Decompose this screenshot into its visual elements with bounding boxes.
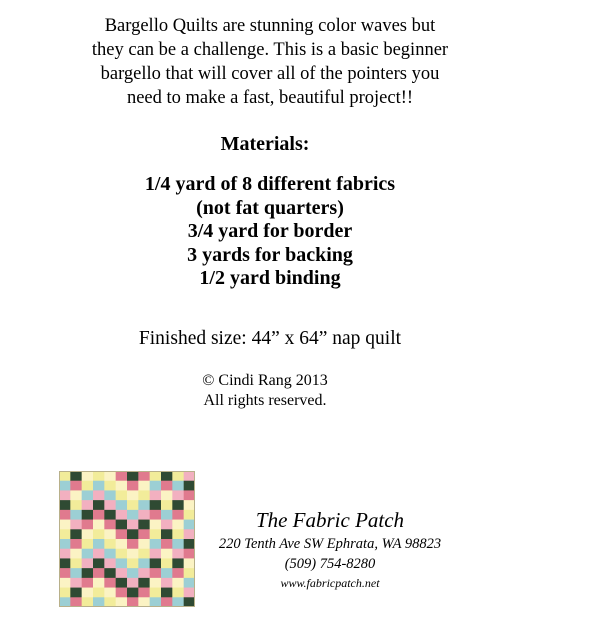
quilt-patch — [138, 588, 150, 598]
quilt-patch — [184, 481, 195, 491]
quilt-patch — [116, 549, 128, 559]
quilt-patch — [127, 471, 139, 481]
quilt-patch — [116, 529, 128, 539]
quilt-patch — [184, 549, 195, 559]
quilt-patch — [82, 471, 94, 481]
quilt-patch — [161, 568, 173, 578]
quilt-patch — [104, 568, 116, 578]
quilt-patch — [150, 568, 162, 578]
quilt-patch — [82, 529, 94, 539]
quilt-patch — [172, 578, 184, 588]
quilt-patch — [138, 558, 150, 568]
quilt-patch — [59, 588, 71, 598]
quilt-patch — [70, 578, 82, 588]
materials-item: 1/2 yard binding — [199, 267, 341, 289]
quilt-patch — [172, 549, 184, 559]
quilt-patch — [161, 597, 173, 607]
quilt-patch — [59, 558, 71, 568]
quilt-patch — [161, 481, 173, 491]
quilt-patch — [59, 490, 71, 500]
quilt-patch — [116, 500, 128, 510]
quilt-patch — [127, 520, 139, 530]
quilt-patch — [82, 558, 94, 568]
quilt-patch — [104, 558, 116, 568]
quilt-patch — [184, 558, 195, 568]
quilt-patch — [93, 558, 105, 568]
quilt-patch — [138, 481, 150, 491]
quilt-patch — [93, 539, 105, 549]
quilt-patch — [184, 588, 195, 598]
quilt-patch — [150, 539, 162, 549]
quilt-patch — [127, 510, 139, 520]
materials-item: 3/4 yard for border — [187, 220, 353, 242]
quilt-patch — [161, 500, 173, 510]
quilt-patch — [93, 588, 105, 598]
quilt-patch — [172, 597, 184, 607]
quilt-patch — [172, 568, 184, 578]
quilt-patch — [70, 481, 82, 491]
quilt-patch — [59, 481, 71, 491]
quilt-patch — [82, 539, 94, 549]
quilt-patch — [116, 481, 128, 491]
quilt-patch — [184, 500, 195, 510]
quilt-patch — [127, 539, 139, 549]
quilt-patch — [127, 578, 139, 588]
quilt-patch — [70, 490, 82, 500]
quilt-patch — [184, 490, 195, 500]
quilt-patch — [172, 520, 184, 530]
quilt-patch — [138, 471, 150, 481]
quilt-patch — [59, 520, 71, 530]
copyright-notice — [160, 371, 370, 411]
quilt-patch — [70, 597, 82, 607]
quilt-patch — [184, 510, 195, 520]
quilt-patch — [138, 529, 150, 539]
quilt-patch — [70, 588, 82, 598]
quilt-patch — [127, 549, 139, 559]
materials-heading: Materials: — [220, 133, 310, 155]
quilt-patch — [127, 500, 139, 510]
quilt-patch — [93, 578, 105, 588]
quilt-patch — [93, 529, 105, 539]
quilt-patch — [116, 588, 128, 598]
quilt-patch — [172, 490, 184, 500]
quilt-patch — [104, 520, 116, 530]
quilt-patch — [70, 510, 82, 520]
quilt-patch — [138, 578, 150, 588]
intro-paragraph — [40, 14, 500, 110]
quilt-patch — [70, 539, 82, 549]
quilt-patch — [59, 539, 71, 549]
quilt-patch — [104, 471, 116, 481]
quilt-patch — [116, 471, 128, 481]
quilt-patch — [138, 510, 150, 520]
intro-line: bargello that will cover all of the pointers you — [100, 64, 440, 84]
quilt-patch — [161, 471, 173, 481]
quilt-patch — [172, 471, 184, 481]
shop-info — [195, 506, 465, 592]
quilt-patch — [161, 529, 173, 539]
quilt-patch — [104, 481, 116, 491]
quilt-patch — [127, 529, 139, 539]
quilt-patch — [138, 568, 150, 578]
quilt-patch — [82, 549, 94, 559]
quilt-patch — [104, 500, 116, 510]
quilt-patch — [172, 529, 184, 539]
quilt-patch — [172, 558, 184, 568]
quilt-patch — [161, 549, 173, 559]
quilt-patch — [82, 510, 94, 520]
shop-phone: (509) 754-8280 — [284, 556, 376, 572]
quilt-patch — [172, 539, 184, 549]
quilt-patch — [59, 510, 71, 520]
quilt-patch — [116, 578, 128, 588]
quilt-patch — [59, 568, 71, 578]
quilt-patch — [172, 510, 184, 520]
quilt-patch — [184, 529, 195, 539]
quilt-patch — [127, 568, 139, 578]
quilt-patch — [184, 471, 195, 481]
quilt-patch — [161, 558, 173, 568]
quilt-patch — [184, 539, 195, 549]
quilt-patch — [70, 500, 82, 510]
quilt-patch — [184, 597, 195, 607]
quilt-patch — [93, 500, 105, 510]
quilt-patch — [59, 597, 71, 607]
quilt-patch — [150, 500, 162, 510]
quilt-patch — [116, 597, 128, 607]
quilt-patch — [93, 490, 105, 500]
copyright-line: © Cindi Rang 2013 — [202, 372, 328, 389]
quilt-patch — [150, 597, 162, 607]
quilt-patch — [104, 588, 116, 598]
quilt-patch — [59, 549, 71, 559]
quilt-patch — [59, 578, 71, 588]
quilt-patch — [150, 558, 162, 568]
quilt-patch — [70, 529, 82, 539]
quilt-patch — [116, 490, 128, 500]
quilt-patch — [93, 510, 105, 520]
quilt-patch — [161, 588, 173, 598]
materials-list — [80, 173, 460, 291]
quilt-patch — [82, 481, 94, 491]
quilt-patch — [138, 500, 150, 510]
quilt-patch — [116, 520, 128, 530]
quilt-patch — [127, 597, 139, 607]
intro-line: need to make a fast, beautiful project!! — [126, 88, 414, 108]
quilt-patch — [172, 588, 184, 598]
quilt-patch — [93, 597, 105, 607]
quilt-patch — [138, 597, 150, 607]
intro-line: they can be a challenge. This is a basic beginner — [91, 40, 449, 60]
quilt-patch — [104, 578, 116, 588]
quilt-patch — [161, 490, 173, 500]
quilt-patch — [138, 490, 150, 500]
quilt-patch — [93, 520, 105, 530]
quilt-patch — [93, 481, 105, 491]
quilt-patch — [116, 558, 128, 568]
materials-item: (not fat quarters) — [196, 196, 344, 219]
quilt-patch — [82, 568, 94, 578]
quilt-patch — [161, 520, 173, 530]
quilt-patch — [93, 549, 105, 559]
quilt-patch — [150, 510, 162, 520]
rights-line: All rights reserved. — [203, 392, 327, 409]
quilt-patch — [104, 510, 116, 520]
quilt-patch — [184, 578, 195, 588]
quilt-patch — [172, 481, 184, 491]
quilt-patch — [138, 549, 150, 559]
quilt-patch — [150, 481, 162, 491]
quilt-patch — [82, 500, 94, 510]
quilt-patch — [150, 529, 162, 539]
quilt-patch — [150, 588, 162, 598]
intro-line: Bargello Quilts are stunning color waves but — [104, 16, 436, 36]
quilt-patch — [184, 568, 195, 578]
quilt-patch — [161, 539, 173, 549]
quilt-patch — [127, 558, 139, 568]
quilt-pattern — [59, 471, 195, 607]
quilt-patch — [59, 500, 71, 510]
quilt-patch — [104, 490, 116, 500]
quilt-patch — [150, 471, 162, 481]
quilt-patch — [70, 568, 82, 578]
quilt-patch — [104, 539, 116, 549]
quilt-patch — [104, 597, 116, 607]
shop-website[interactable]: www.fabricpatch.net — [280, 576, 380, 590]
quilt-patch — [161, 510, 173, 520]
quilt-patch — [184, 520, 195, 530]
quilt-patch — [138, 520, 150, 530]
quilt-patch — [172, 500, 184, 510]
quilt-patch — [70, 549, 82, 559]
materials-item: 1/4 yard of 8 different fabrics — [144, 173, 396, 195]
shop-address: 220 Tenth Ave SW Ephrata, WA 98823 — [218, 536, 442, 552]
quilt-patch — [150, 520, 162, 530]
quilt-patch — [127, 588, 139, 598]
quilt-patch — [59, 529, 71, 539]
quilt-patch — [116, 568, 128, 578]
quilt-patch — [82, 490, 94, 500]
quilt-patch — [82, 597, 94, 607]
materials-item: 3 yards for backing — [187, 243, 353, 266]
quilt-patch — [70, 558, 82, 568]
quilt-patch — [150, 549, 162, 559]
quilt-patch — [104, 549, 116, 559]
quilt-patch — [116, 510, 128, 520]
quilt-patch — [82, 588, 94, 598]
quilt-patch — [93, 471, 105, 481]
quilt-patch — [127, 481, 139, 491]
quilt-patch — [82, 578, 94, 588]
quilt-patch — [82, 520, 94, 530]
quilt-thumbnail-image — [59, 471, 195, 607]
quilt-patch — [93, 568, 105, 578]
quilt-patch — [150, 490, 162, 500]
finished-size: Finished size: 44” x 64” nap quilt — [138, 328, 402, 349]
quilt-patch — [59, 471, 71, 481]
quilt-patch — [127, 490, 139, 500]
quilt-patch — [150, 578, 162, 588]
quilt-patch — [138, 539, 150, 549]
shop-name: The Fabric Patch — [255, 508, 405, 532]
quilt-patch — [70, 520, 82, 530]
quilt-patch — [70, 471, 82, 481]
quilt-patch — [116, 539, 128, 549]
quilt-patch — [161, 578, 173, 588]
quilt-patch — [104, 529, 116, 539]
